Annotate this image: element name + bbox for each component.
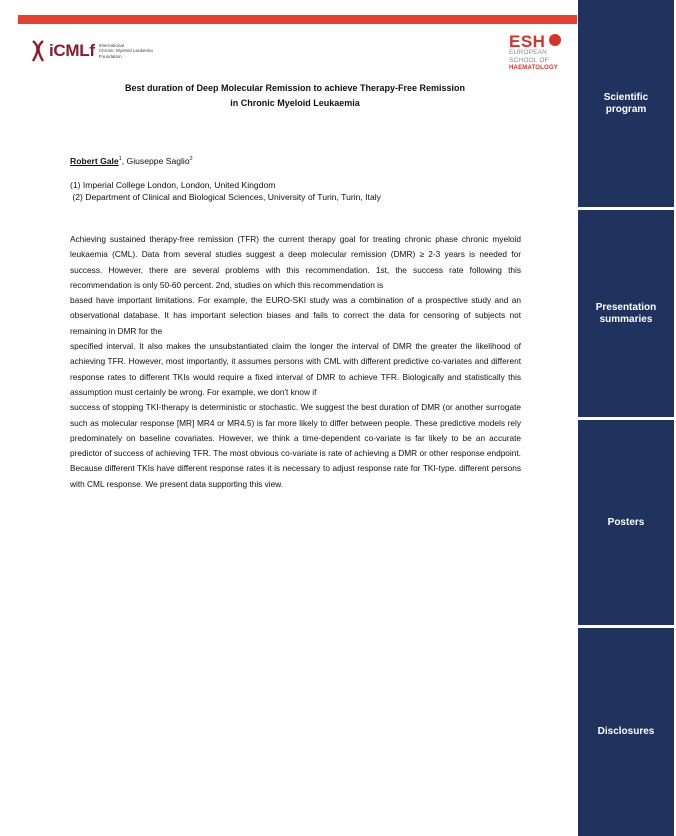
affiliation-2: (2) Department of Clinical and Biological Sciences, University of Turin, Turin, Italy <box>70 192 381 202</box>
abstract-paragraph: Achieving sustained therapy-free remission (TFR) the current therapy goal for treating chronic phase chronic myeloid leukaemia (CML). Data from several studies suggest a deep molecular remission (DMR) ≥ 2-3 years is needed for success. However, there are several problems with this recommendation. 1st, the success rate following this recommendation is only 50-60 percent. 2nd, studies on which this recommendation is <box>70 234 521 290</box>
sidebar-item-label: Scientific program <box>603 91 649 115</box>
sidebar-item-posters[interactable] <box>578 420 674 625</box>
lead-author-affiliation: 1 <box>118 156 122 163</box>
sidebar-item-presentation-summaries[interactable] <box>578 210 674 417</box>
esh-line-3: HAEMATOLOGY <box>509 65 558 71</box>
lead-author: Robert Gale <box>70 156 119 166</box>
esh-line-1: EUROPEAN <box>509 49 548 56</box>
esh-acronym: ESH <box>509 32 546 51</box>
abstract-paragraph: success of stopping TKI-therapy is deterministic or stochastic. We suggest the best duration of DMR (or another surrogate such as molecular response [MR] MR4 or MR4.5) is far more likely to differ between people. These predictive models rely predominately on baseline covariates. However, we think a time-dependent co-variate is far likely to be an accurate predictor of success of achieving TFR. The most obvious co-variate is rate of achieving a DMR or other response endpoint. Because different TKIs have different response rates it is necessary to adjust response rate for TKI-type. different persons with CML response. We present data supporting this view. <box>70 402 521 489</box>
affiliation-1: (1) Imperial College London, London, United Kingdom <box>70 180 276 190</box>
header-accent-bar <box>18 15 577 24</box>
icmlf-wordmark: iCMLf <box>49 41 95 60</box>
icmlf-ribbon-icon <box>30 39 46 63</box>
sidebar-nav <box>577 0 676 836</box>
abstract-paragraph: based have important limitations. For example, the EURO-SKI study was a combination of a prospective study and an observational database. It has important selection biases and fails to correct the data for censoring of subjects not remaining in DMR for the <box>70 295 521 336</box>
sidebar-item-label: Disclosures <box>597 726 655 737</box>
sidebar-item-disclosures[interactable] <box>578 628 674 836</box>
esh-line-2: SCHOOL OF <box>509 57 549 64</box>
esh-logo <box>509 32 579 86</box>
abstract-body <box>70 232 521 492</box>
sidebar-item-label: Posters <box>607 516 645 528</box>
icmlf-tagline: International Chronic Myeloid Leukemia Foundation <box>98 43 153 59</box>
author-list <box>70 156 193 166</box>
esh-dot-icon <box>549 34 561 46</box>
icmlf-logo <box>30 38 159 64</box>
sidebar-item-label: Presentation summaries <box>595 301 657 325</box>
abstract-title-line-1: Best duration of Deep Molecular Remission to achieve Therapy-Free Remission <box>124 83 466 93</box>
co-author: , Giuseppe Saglio <box>121 156 190 166</box>
sidebar-item-scientific-program[interactable] <box>578 0 674 207</box>
abstract-title-line-2: in Chronic Myeloid Leukaemia <box>230 98 360 108</box>
abstract-paragraph: specified interval. It also makes the unsubstantiated claim the longer the interval of DMR the greater the likelihood of achieving TFR. However, most importantly, it assumes persons with CML with different predictive co-variates and different response rates to different TKIs would require a fixed interval of DMR to achieve TFR. Biologically and statistically this assumption must certainly be wrong. For example, we don't know if <box>70 341 521 397</box>
co-author-affiliation: 2 <box>189 156 193 163</box>
